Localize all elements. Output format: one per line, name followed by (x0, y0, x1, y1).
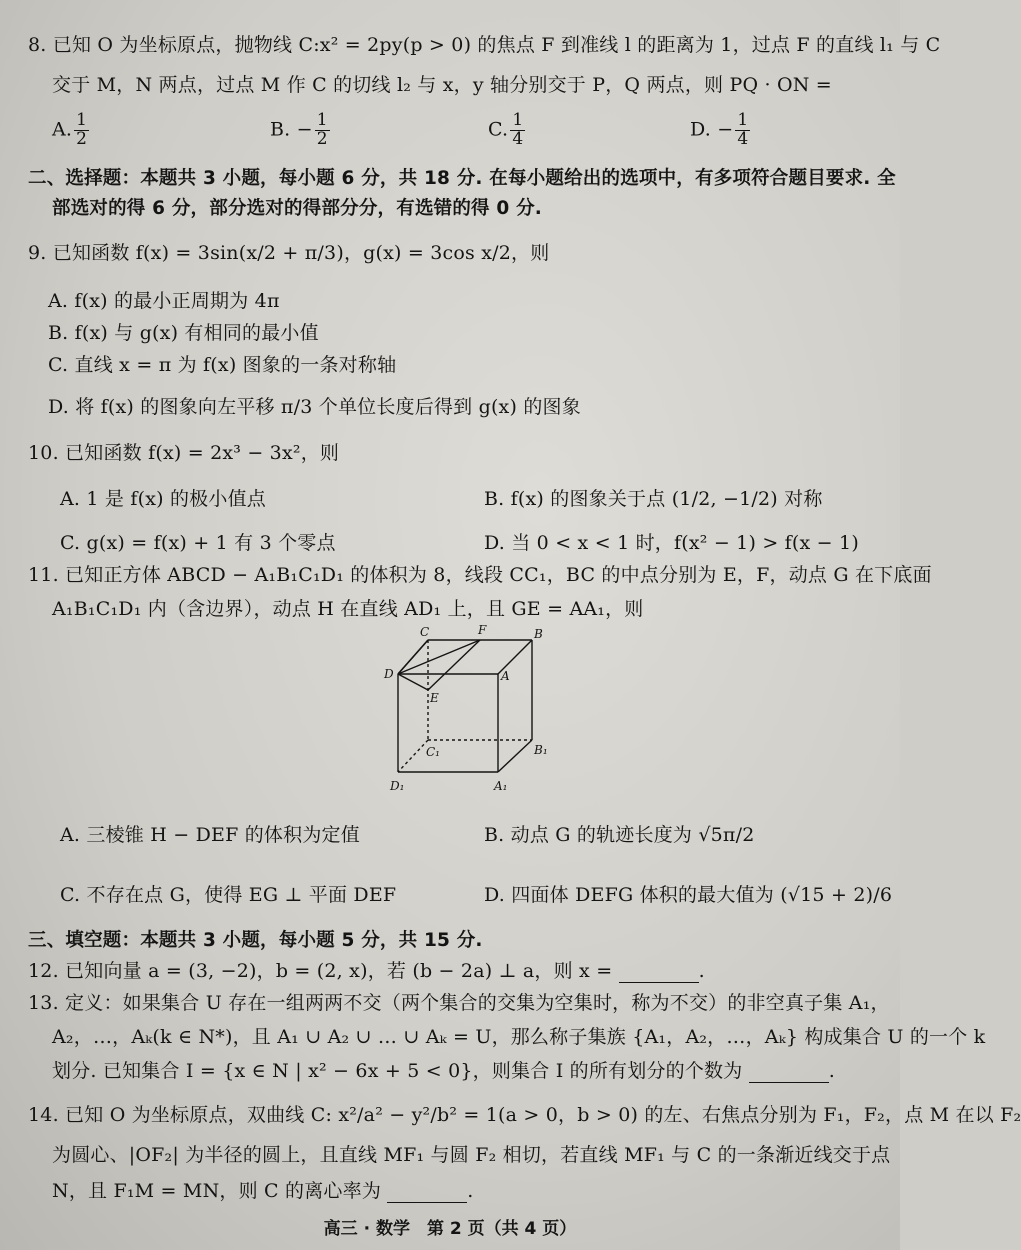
q8-line2 (52, 70, 832, 97)
q9-option-a: A. f(x) 的最小正周期为 4π (48, 290, 280, 312)
edge-c1d1 (398, 740, 428, 772)
q8-a-den: 2 (76, 128, 88, 149)
q8-d-sign: − (717, 118, 734, 141)
q8-b-prefix: B. (270, 118, 291, 141)
q11-option-c: C. 不存在点 G，使得 EG ⊥ 平面 DEF (60, 884, 397, 906)
q14-line3: N，且 F₁M = MN，则 C 的离心率为 . (52, 1180, 474, 1202)
q12: 12. 已知向量 a = (3, −2)，b = (2, x)，若 (b − 2a) ⊥ a，则 x = . (28, 960, 705, 982)
q11-option-b: B. 动点 G 的轨迹长度为 √5π/2 (484, 824, 755, 846)
q11-option-a: A. 三棱锥 H − DEF 的体积为定值 (60, 824, 360, 846)
section3-title: 三、填空题：本题共 3 小题，每小题 5 分，共 15 分. (28, 930, 483, 951)
q14-line1: 14. 已知 O 为坐标原点，双曲线 C: x²/a² − y²/b² = 1(a > 0，b > 0) 的左、右焦点分别为 F₁，F₂，点 M 在以 F₂ (28, 1104, 1021, 1126)
q13-line3-text: 划分. 已知集合 I = {x ∈ N | x² − 6x + 5 < 0}，则集合 I 的所有划分的个数为 (52, 1060, 743, 1082)
q9-stem: 9. 已知函数 f(x) = 3sin(x/2 + π/3)，g(x) = 3cos x/2，则 (28, 242, 550, 264)
q10-option-d: D. 当 0 < x < 1 时，f(x² − 1) > f(x − 1) (484, 532, 859, 554)
segment-de (398, 674, 428, 690)
label-c: C (420, 625, 430, 639)
q8-b-num: 1 (316, 110, 328, 130)
q8-a-num: 1 (76, 110, 88, 130)
label-c1: C₁ (426, 745, 440, 759)
q8-d-den: 4 (737, 128, 749, 149)
label-e: E (430, 691, 439, 705)
q10-option-b: B. f(x) 的图象关于点 (1/2, −1/2) 对称 (484, 488, 823, 510)
label-a: A (501, 669, 510, 683)
q8-d-prefix: D. (690, 118, 711, 141)
q14-answer-blank (387, 1184, 467, 1203)
q8-a-frac (74, 112, 89, 149)
q9-option-b: B. f(x) 与 g(x) 有相同的最小值 (48, 322, 319, 344)
q8-d-frac (735, 112, 750, 149)
q11-option-d: D. 四面体 DEFG 体积的最大值为 (√15 + 2)/6 (484, 884, 893, 906)
q14-line2: 为圆心、|OF₂| 为半径的圆上，且直线 MF₁ 与圆 F₂ 相切，若直线 MF₁ 与 C 的一条渐近线交于点 (52, 1144, 891, 1166)
q8-a-prefix: A. (52, 118, 73, 141)
q9-option-c: C. 直线 x = π 为 f(x) 图象的一条对称轴 (48, 354, 397, 376)
edge-a1b1 (498, 740, 532, 772)
label-f: F (478, 623, 487, 637)
q8-c-frac (510, 112, 525, 149)
q11-line1: 11. 已知正方体 ABCD − A₁B₁C₁D₁ 的体积为 8，线段 CC₁，BC 的中点分别为 E，F，动点 G 在下底面 (28, 564, 932, 586)
q10-option-c: C. g(x) = f(x) + 1 有 3 个零点 (60, 532, 336, 554)
q8-line1: 8. 已知 O 为坐标原点，抛物线 C:x² = 2py(p > 0) 的焦点 F 到准线 l 的距离为 1，过点 F 的直线 l₁ 与 C (28, 34, 941, 56)
q9-option-d: D. 将 f(x) 的图象向左平移 π/3 个单位长度后得到 g(x) 的图象 (48, 396, 581, 418)
q10-option-a: A. 1 是 f(x) 的极小值点 (60, 488, 266, 510)
segment-df (398, 640, 480, 674)
segment-ef (428, 640, 480, 690)
q8-option-d (690, 112, 752, 149)
label-b: B (534, 627, 543, 641)
q14-line3-text: N，且 F₁M = MN，则 C 的离心率为 (52, 1180, 382, 1202)
section2-line1: 二、选择题：本题共 3 小题，每小题 6 分，共 18 分. 在每小题给出的选项中，有多项符合题目要求. 全 (28, 168, 896, 189)
q8-option-c (488, 112, 527, 149)
q8-c-den: 4 (512, 128, 524, 149)
q8-d-num: 1 (737, 110, 749, 130)
cube-figure (380, 622, 560, 798)
q8-option-b (270, 112, 332, 149)
q8-c-num: 1 (512, 110, 524, 130)
segment-dc (398, 640, 428, 674)
label-b1: B₁ (534, 743, 548, 757)
q8-b-sign: − (296, 118, 313, 141)
q12-answer-blank (619, 964, 699, 983)
q8-c-prefix: C. (488, 118, 509, 141)
label-a1: A₁ (494, 779, 508, 793)
q13-answer-blank (749, 1064, 829, 1083)
q13-line1: 13. 定义：如果集合 U 存在一组两两不交（两个集合的交集为空集时，称为不交）的非空真子集 A₁， (28, 992, 890, 1014)
section2-line2: 部选对的得 6 分，部分选对的得部分分，有选错的得 0 分. (52, 198, 543, 219)
q8-option-a (52, 112, 91, 149)
q13-line2: A₂，…，Aₖ(k ∈ N*)，且 A₁ ∪ A₂ ∪ … ∪ Aₖ = U，那么称子集族 {A₁，A₂，…，Aₖ} 构成集合 U 的一个 k (52, 1026, 986, 1048)
page-footer: 高三 · 数学 第 2 页（共 4 页） (323, 1219, 577, 1239)
label-d: D (384, 667, 394, 681)
q8-b-frac (315, 112, 330, 149)
q8-b-den: 2 (316, 128, 328, 149)
q10-stem: 10. 已知函数 f(x) = 2x³ − 3x²，则 (28, 442, 340, 464)
label-d1: D₁ (390, 779, 405, 793)
q12-text: 12. 已知向量 a = (3, −2)，b = (2, x)，若 (b − 2a) ⊥ a，则 x = (28, 960, 613, 982)
q8-line2-text: 交于 M，N 两点，过点 M 作 C 的切线 l₂ 与 x，y 轴分别交于 P，Q 两点，则 PQ · ON = (52, 74, 832, 96)
q13-line3: 划分. 已知集合 I = {x ∈ N | x² − 6x + 5 < 0}，则集合 I 的所有划分的个数为 . (52, 1060, 835, 1082)
q11-line2: A₁B₁C₁D₁ 内（含边界），动点 H 在直线 AD₁ 上，且 GE = AA₁，则 (52, 598, 644, 620)
